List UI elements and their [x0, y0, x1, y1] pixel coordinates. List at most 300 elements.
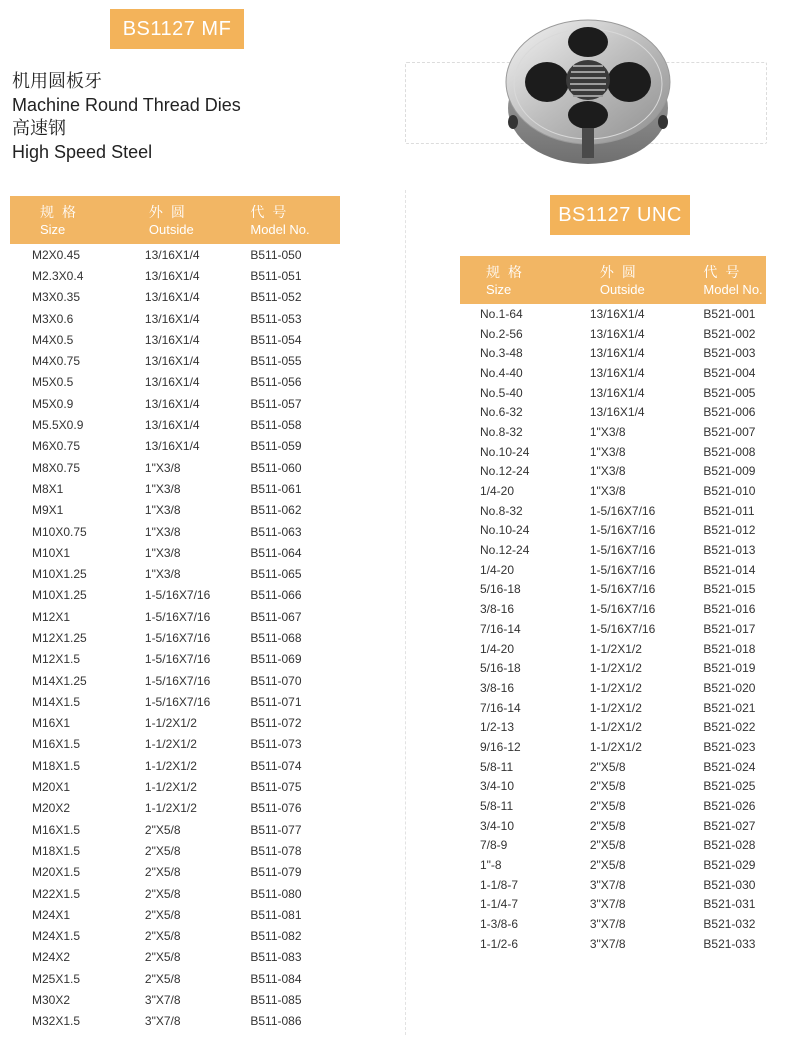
outside-cell: 1-1/2X1/2: [589, 641, 642, 656]
model-cell: B511-066: [250, 588, 302, 603]
outside-cell: 1"X3/8: [144, 460, 181, 475]
table-row: [10, 734, 340, 755]
header-size-en: Size: [486, 281, 512, 297]
model-cell: B521-001: [703, 306, 756, 321]
outside-cell: 1-1/2X1/2: [144, 716, 197, 731]
header-model-zh: 代号: [250, 203, 295, 220]
outside-cell: 2"X5/8: [144, 843, 181, 858]
model-cell: B521-004: [703, 365, 756, 380]
table-row: [10, 606, 340, 627]
model-cell: B521-025: [703, 779, 756, 794]
model-cell: B511-053: [250, 311, 302, 326]
size-cell: M14X1.5: [32, 694, 81, 709]
outside-cell: 13/16X1/4: [144, 396, 200, 411]
header-size: [10, 196, 145, 244]
table-row: [10, 798, 340, 819]
outside-cell: 2"X5/8: [589, 759, 626, 774]
size-cell: M5X0.5: [32, 375, 74, 390]
size-cell: M2X0.45: [32, 247, 81, 262]
table-row: [460, 698, 766, 718]
outside-cell: 1"X3/8: [589, 484, 626, 499]
table-row: [460, 658, 766, 678]
model-cell: B511-050: [250, 247, 302, 262]
size-cell: 5/8-11: [480, 759, 514, 774]
outside-cell: 1"X3/8: [589, 424, 626, 439]
model-cell: B521-009: [703, 464, 756, 479]
model-cell: B521-019: [703, 661, 756, 676]
outside-cell: 1-1/2X1/2: [144, 737, 197, 752]
header-size-en: Size: [40, 221, 66, 237]
table-row: [10, 414, 340, 435]
table-row: [460, 481, 766, 501]
header-outside: [145, 196, 250, 244]
size-cell: M4X0.75: [32, 354, 81, 369]
table-row: [460, 914, 766, 934]
table-row: [460, 639, 766, 659]
outside-cell: 1-5/16X7/16: [589, 503, 656, 518]
outside-cell: 13/16X1/4: [589, 306, 645, 321]
model-cell: B511-067: [250, 609, 302, 624]
size-cell: M32X1.5: [32, 1014, 81, 1029]
table-row: [10, 265, 340, 286]
model-cell: B521-022: [703, 720, 756, 735]
outside-cell: 2"X5/8: [144, 907, 181, 922]
outside-cell: 2"X5/8: [144, 886, 181, 901]
model-cell: B511-075: [250, 780, 302, 795]
outside-cell: 3"X7/8: [589, 917, 626, 932]
model-cell: B521-016: [703, 602, 756, 617]
outside-cell: 1-1/2X1/2: [589, 700, 642, 715]
size-cell: 5/8-11: [480, 799, 514, 814]
model-cell: B511-057: [250, 396, 302, 411]
model-cell: B511-080: [250, 886, 302, 901]
size-cell: No.4-40: [480, 365, 523, 380]
outside-cell: 2"X5/8: [589, 858, 626, 873]
table-row: [460, 540, 766, 560]
model-cell: B521-020: [703, 680, 756, 695]
size-cell: M16X1.5: [32, 737, 81, 752]
table-row: [10, 649, 340, 670]
table-row: [10, 521, 340, 542]
table-row: [460, 462, 766, 482]
table-row: [460, 343, 766, 363]
model-cell: B521-033: [703, 936, 756, 951]
model-cell: B511-078: [250, 843, 302, 858]
size-cell: M30X2: [32, 993, 71, 1008]
size-cell: 1/4-20: [480, 562, 515, 577]
table-row: [10, 542, 340, 563]
outside-cell: 1-5/16X7/16: [144, 673, 211, 688]
model-cell: B511-074: [250, 758, 302, 773]
size-cell: No.2-56: [480, 326, 523, 341]
size-cell: M20X1: [32, 780, 71, 795]
title-zh-product: 机用圆板牙: [12, 71, 102, 91]
outside-cell: 13/16X1/4: [144, 268, 200, 283]
outside-cell: 1-5/16X7/16: [589, 602, 656, 617]
outside-cell: 3"X7/8: [589, 897, 626, 912]
size-cell: M8X0.75: [32, 460, 81, 475]
table-row: [10, 308, 340, 329]
model-cell: B511-062: [250, 503, 302, 518]
table-row: [10, 904, 340, 925]
model-cell: B511-068: [250, 630, 302, 645]
table-row: [460, 304, 766, 324]
size-cell: 1/4-20: [480, 641, 515, 656]
table-row: [10, 1011, 340, 1032]
model-cell: B511-082: [250, 929, 302, 944]
size-cell: M12X1.5: [32, 652, 81, 667]
outside-cell: 1-1/2X1/2: [144, 801, 197, 816]
model-cell: B511-076: [250, 801, 302, 816]
outside-cell: 1"X3/8: [144, 545, 181, 560]
outside-cell: 1-5/16X7/16: [589, 621, 656, 636]
size-cell: 1/4-20: [480, 484, 515, 499]
table-row: [10, 287, 340, 308]
model-cell: B511-086: [250, 1014, 302, 1029]
model-cell: B521-018: [703, 641, 756, 656]
model-cell: B511-070: [250, 673, 302, 688]
model-cell: B521-013: [703, 543, 756, 558]
model-cell: B521-021: [703, 700, 756, 715]
outside-cell: 1-5/16X7/16: [144, 694, 211, 709]
outside-cell: 13/16X1/4: [144, 332, 200, 347]
table-row: [460, 521, 766, 541]
header-model-en: Model No.: [703, 281, 763, 297]
outside-cell: 13/16X1/4: [589, 405, 645, 420]
table-row: [10, 329, 340, 350]
model-cell: B511-055: [250, 354, 302, 369]
table-row: [10, 776, 340, 797]
table-row: [460, 402, 766, 422]
outside-cell: 1-5/16X7/16: [144, 609, 211, 624]
table-row: [460, 580, 766, 600]
model-cell: B521-010: [703, 484, 756, 499]
table-row: [10, 713, 340, 734]
outside-cell: 13/16X1/4: [144, 375, 200, 390]
outside-cell: 1"X3/8: [144, 524, 181, 539]
outside-cell: 1"X3/8: [144, 481, 181, 496]
model-cell: B521-003: [703, 346, 756, 361]
size-cell: 9/16-12: [480, 739, 521, 754]
model-cell: B521-028: [703, 838, 756, 853]
header-outside: [590, 256, 704, 304]
model-cell: B511-064: [250, 545, 302, 560]
size-cell: M10X0.75: [32, 524, 87, 539]
column-divider: [405, 190, 406, 1035]
size-cell: 7/16-14: [480, 621, 521, 636]
size-cell: M10X1: [32, 545, 71, 560]
size-cell: 1-1/8-7: [480, 877, 519, 892]
table-row: [460, 796, 766, 816]
outside-cell: 2"X5/8: [144, 822, 181, 837]
size-cell: No.1-64: [480, 306, 523, 321]
outside-cell: 13/16X1/4: [144, 290, 200, 305]
table-row: [10, 691, 340, 712]
size-cell: M16X1.5: [32, 822, 81, 837]
outside-cell: 1-5/16X7/16: [589, 543, 656, 558]
table-row: [460, 875, 766, 895]
table-row: [10, 393, 340, 414]
model-cell: B511-073: [250, 737, 302, 752]
size-cell: 3/4-10: [480, 818, 515, 833]
size-cell: M5X0.9: [32, 396, 74, 411]
table-row: [10, 350, 340, 371]
unc-spec-table: [460, 256, 766, 954]
outside-cell: 2"X5/8: [589, 779, 626, 794]
size-cell: 1/2-13: [480, 720, 515, 735]
size-cell: M10X1.25: [32, 588, 87, 603]
size-cell: M5.5X0.9: [32, 418, 84, 433]
model-cell: B521-017: [703, 621, 756, 636]
header-model-en: Model No.: [250, 221, 310, 237]
size-cell: 1-1/4-7: [480, 897, 519, 912]
model-cell: B521-014: [703, 562, 756, 577]
size-cell: M6X0.75: [32, 439, 81, 454]
size-cell: M16X1: [32, 716, 71, 731]
outside-cell: 13/16X1/4: [144, 418, 200, 433]
table-row: [460, 678, 766, 698]
table-row: [10, 372, 340, 393]
table-row: [460, 422, 766, 442]
model-cell: B511-059: [250, 439, 302, 454]
header-outside-en: Outside: [599, 281, 645, 297]
outside-cell: 1"X3/8: [144, 503, 181, 518]
table-header-row: [10, 196, 340, 244]
size-cell: M24X1: [32, 907, 71, 922]
model-cell: B511-081: [250, 907, 302, 922]
size-cell: 7/8-9: [480, 838, 508, 853]
size-cell: 3/4-10: [480, 779, 515, 794]
outside-cell: 13/16X1/4: [144, 311, 200, 326]
table-row: [10, 585, 340, 606]
table-header-row: [460, 256, 766, 304]
outside-cell: 1-5/16X7/16: [589, 523, 656, 538]
table-row: [460, 895, 766, 915]
size-cell: 5/16-18: [480, 661, 521, 676]
size-cell: M3X0.35: [32, 290, 81, 305]
outside-cell: 1-1/2X1/2: [589, 680, 642, 695]
outside-cell: 2"X5/8: [589, 818, 626, 833]
table-row: [460, 855, 766, 875]
model-cell: B511-051: [250, 268, 302, 283]
title-en-material: High Speed Steel: [12, 141, 153, 162]
outside-cell: 2"X5/8: [144, 865, 181, 880]
unc-series-badge: BS1127 UNC: [550, 195, 690, 235]
table-row: [460, 757, 766, 777]
outside-cell: 3"X7/8: [589, 877, 626, 892]
size-cell: 1-3/8-6: [480, 917, 519, 932]
model-cell: B521-027: [703, 818, 756, 833]
table-row: [460, 619, 766, 639]
outside-cell: 2"X5/8: [144, 950, 181, 965]
size-cell: M20X2: [32, 801, 71, 816]
size-cell: No.10-24: [480, 523, 530, 538]
model-cell: B521-030: [703, 877, 756, 892]
size-cell: M4X0.5: [32, 332, 74, 347]
model-cell: B511-084: [250, 971, 302, 986]
size-cell: M8X1: [32, 481, 64, 496]
header-size: [460, 256, 590, 304]
table-row: [10, 755, 340, 776]
header-model-zh: 代号: [703, 263, 748, 280]
outside-cell: 1"X3/8: [589, 444, 626, 459]
size-cell: 1-1/2-6: [480, 936, 519, 951]
model-cell: B511-054: [250, 332, 302, 347]
table-row: [10, 500, 340, 521]
model-cell: B511-060: [250, 460, 302, 475]
outside-cell: 1-5/16X7/16: [144, 652, 211, 667]
outside-cell: 1-1/2X1/2: [589, 661, 642, 676]
outside-cell: 2"X5/8: [144, 971, 181, 986]
table-row: [460, 737, 766, 757]
table-row: [10, 883, 340, 904]
round-thread-die-icon: [495, 10, 680, 170]
outside-cell: 3"X7/8: [589, 936, 626, 951]
model-cell: B521-012: [703, 523, 756, 538]
table-row: [10, 968, 340, 989]
size-cell: 3/8-16: [480, 680, 515, 695]
header-model: [703, 256, 766, 304]
outside-cell: 1-1/2X1/2: [144, 758, 197, 773]
size-cell: 1"-8: [480, 858, 502, 873]
model-cell: B521-032: [703, 917, 756, 932]
outside-cell: 2"X5/8: [144, 929, 181, 944]
outside-cell: 1-1/2X1/2: [589, 739, 642, 754]
model-cell: B511-072: [250, 716, 302, 731]
model-cell: B521-029: [703, 858, 756, 873]
size-cell: M18X1.5: [32, 758, 81, 773]
outside-cell: 1-5/16X7/16: [589, 582, 656, 597]
outside-cell: 1-5/16X7/16: [589, 562, 656, 577]
model-cell: B521-008: [703, 444, 756, 459]
model-cell: B511-063: [250, 524, 302, 539]
outside-cell: 1-1/2X1/2: [589, 720, 642, 735]
size-cell: M10X1.25: [32, 567, 87, 582]
table-row: [460, 777, 766, 797]
header-model: [250, 196, 340, 244]
size-cell: No.10-24: [480, 444, 530, 459]
table-row: [460, 442, 766, 462]
model-cell: B521-007: [703, 424, 756, 439]
table-row: [460, 560, 766, 580]
table-row: [10, 436, 340, 457]
size-cell: M12X1.25: [32, 630, 87, 645]
outside-cell: 13/16X1/4: [144, 354, 200, 369]
mf-spec-table: [10, 196, 340, 1032]
table-row: [10, 244, 340, 265]
size-cell: 5/16-18: [480, 582, 521, 597]
table-row: [10, 478, 340, 499]
size-cell: No.5-40: [480, 385, 523, 400]
size-cell: No.3-48: [480, 346, 523, 361]
outside-cell: 1-5/16X7/16: [144, 588, 211, 603]
size-cell: M24X2: [32, 950, 71, 965]
table-row: [460, 599, 766, 619]
model-cell: B521-005: [703, 385, 756, 400]
table-row: [10, 819, 340, 840]
mf-series-badge: BS1127 MF: [110, 9, 244, 49]
table-row: [460, 816, 766, 836]
outside-cell: 3"X7/8: [144, 993, 181, 1008]
model-cell: B521-006: [703, 405, 756, 420]
size-cell: 3/8-16: [480, 602, 515, 617]
header-size-zh: 规格: [486, 263, 530, 280]
model-cell: B521-026: [703, 799, 756, 814]
header-outside-zh: 外圆: [148, 203, 193, 220]
table-row: [10, 840, 340, 861]
table-row: [10, 457, 340, 478]
size-cell: No.6-32: [480, 405, 523, 420]
table-row: [460, 363, 766, 383]
table-row: [10, 989, 340, 1010]
model-cell: B511-071: [250, 694, 302, 709]
table-row: [460, 324, 766, 344]
header-outside-en: Outside: [148, 221, 194, 237]
model-cell: B521-011: [703, 503, 755, 518]
outside-cell: 13/16X1/4: [589, 365, 645, 380]
title-en-product: Machine Round Thread Dies: [12, 94, 241, 115]
size-cell: M12X1: [32, 609, 71, 624]
model-cell: B521-031: [703, 897, 756, 912]
size-cell: M3X0.6: [32, 311, 74, 326]
title-block: [12, 70, 241, 164]
outside-cell: 3"X7/8: [144, 1014, 181, 1029]
table-row: [10, 862, 340, 883]
header-outside-zh: 外圆: [599, 263, 644, 280]
size-cell: No.8-32: [480, 424, 523, 439]
table-row: [460, 501, 766, 521]
size-cell: No.8-32: [480, 503, 523, 518]
outside-cell: 13/16X1/4: [589, 346, 645, 361]
outside-cell: 13/16X1/4: [589, 326, 645, 341]
outside-cell: 2"X5/8: [589, 838, 626, 853]
table-row: [10, 926, 340, 947]
size-cell: M14X1.25: [32, 673, 87, 688]
size-cell: M24X1.5: [32, 929, 81, 944]
model-cell: B521-023: [703, 739, 756, 754]
model-cell: B511-069: [250, 652, 302, 667]
model-cell: B511-052: [250, 290, 302, 305]
table-row: [10, 627, 340, 648]
table-row: [460, 934, 766, 954]
model-cell: B521-002: [703, 326, 756, 341]
outside-cell: 1-1/2X1/2: [144, 780, 197, 795]
table-row: [10, 947, 340, 968]
table-row: [10, 670, 340, 691]
table-row: [460, 717, 766, 737]
size-cell: M20X1.5: [32, 865, 81, 880]
size-cell: No.12-24: [480, 464, 530, 479]
outside-cell: 1"X3/8: [144, 567, 181, 582]
outside-cell: 13/16X1/4: [589, 385, 645, 400]
model-cell: B521-024: [703, 759, 756, 774]
size-cell: M9X1: [32, 503, 64, 518]
size-cell: No.12-24: [480, 543, 530, 558]
model-cell: B511-085: [250, 993, 302, 1008]
model-cell: B511-065: [250, 567, 302, 582]
outside-cell: 1-5/16X7/16: [144, 630, 211, 645]
outside-cell: 2"X5/8: [589, 799, 626, 814]
model-cell: B511-079: [250, 865, 302, 880]
table-row: [460, 836, 766, 856]
model-cell: B511-056: [250, 375, 302, 390]
model-cell: B511-058: [250, 418, 302, 433]
size-cell: M22X1.5: [32, 886, 81, 901]
table-row: [10, 563, 340, 584]
header-size-zh: 规格: [40, 203, 84, 220]
outside-cell: 1"X3/8: [589, 464, 626, 479]
model-cell: B511-083: [250, 950, 302, 965]
